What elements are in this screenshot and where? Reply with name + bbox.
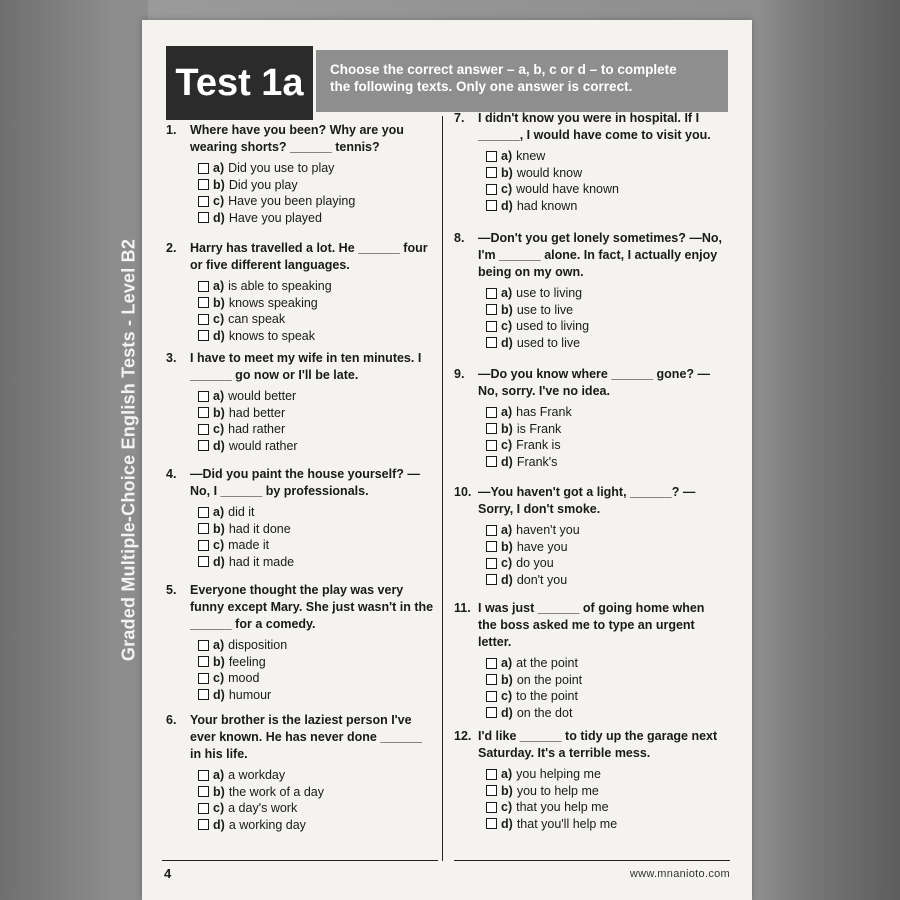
answer-option[interactable] <box>198 670 434 687</box>
answer-option[interactable] <box>198 177 434 194</box>
checkbox-icon[interactable] <box>198 297 209 308</box>
question-number: 11. <box>454 601 471 615</box>
option-text: had it done <box>228 521 291 536</box>
option-text: have you <box>516 539 568 554</box>
option-text: that you help me <box>516 800 609 814</box>
answer-option[interactable] <box>486 555 722 572</box>
checkbox-icon[interactable] <box>486 423 497 434</box>
answer-option[interactable] <box>198 784 434 801</box>
option-letter: a) <box>501 149 513 163</box>
question-number: 5. <box>166 583 177 597</box>
question-prompt <box>166 240 434 274</box>
answer-options <box>198 160 434 226</box>
checkbox-icon[interactable] <box>198 314 209 325</box>
option-letter: c) <box>501 689 513 703</box>
question-8 <box>454 230 722 351</box>
question-number: 3. <box>166 351 177 365</box>
question-text: Harry has travelled a lot. He ______ four or five different languages. <box>190 241 428 272</box>
answer-option[interactable] <box>486 148 722 165</box>
option-text: Frank's <box>516 454 558 469</box>
option-text: is Frank <box>516 421 562 436</box>
option-letter: d) <box>501 572 513 587</box>
answer-option[interactable] <box>198 767 434 784</box>
answer-option[interactable] <box>486 285 722 302</box>
checkbox-icon[interactable] <box>198 330 209 341</box>
option-letter: d) <box>213 210 225 225</box>
question-1 <box>166 122 434 226</box>
option-text: did it <box>228 505 255 519</box>
option-text: knew <box>516 149 546 163</box>
checkbox-icon[interactable] <box>486 674 497 685</box>
column-divider <box>442 116 443 861</box>
website-footer: www.mnanioto.com <box>629 868 730 880</box>
answer-option[interactable] <box>486 799 722 816</box>
answer-option[interactable] <box>486 198 722 215</box>
instructions-line-1: Choose the correct answer – a, b, c or d – to complete <box>330 62 677 77</box>
question-10 <box>454 484 722 588</box>
answer-options <box>198 504 434 570</box>
question-number: 6. <box>166 713 177 727</box>
question-prompt <box>166 582 434 633</box>
question-text: —You haven't got a light, ______? —Sorry, I don't smoke. <box>478 485 696 516</box>
checkbox-icon[interactable] <box>198 770 209 781</box>
option-letter: a) <box>501 656 513 670</box>
checkbox-icon[interactable] <box>198 640 209 651</box>
option-letter: b) <box>213 521 225 536</box>
question-text: Everyone thought the play was very funny except Mary. She just wasn't in the ______ for a comedy. <box>190 583 434 631</box>
answer-option[interactable] <box>198 295 434 312</box>
answer-option[interactable] <box>198 817 434 834</box>
question-12 <box>454 728 722 832</box>
option-letter: a) <box>213 768 225 782</box>
answer-option[interactable] <box>198 521 434 538</box>
option-text: Have you played <box>228 210 322 225</box>
answer-option[interactable] <box>198 405 434 422</box>
checkbox-icon[interactable] <box>198 391 209 402</box>
option-letter: d) <box>213 438 225 453</box>
checkbox-icon[interactable] <box>486 691 497 702</box>
question-prompt <box>454 600 722 651</box>
option-text: would better <box>228 389 297 403</box>
answer-options <box>198 388 434 454</box>
answer-option[interactable] <box>198 160 434 177</box>
option-text: had better <box>228 405 286 420</box>
option-text: would have known <box>516 182 619 196</box>
checkbox-icon[interactable] <box>486 525 497 536</box>
option-letter: d) <box>501 454 513 469</box>
option-text: mood <box>228 671 260 685</box>
option-text: on the point <box>516 672 583 687</box>
question-6 <box>166 712 434 833</box>
answer-option[interactable] <box>198 537 434 554</box>
checkbox-icon[interactable] <box>198 556 209 567</box>
option-letter: d) <box>501 335 513 350</box>
question-number: 8. <box>454 231 465 245</box>
question-11 <box>454 600 722 721</box>
option-letter: b) <box>213 177 225 192</box>
page-header <box>166 46 728 120</box>
question-prompt <box>454 366 722 400</box>
checkbox-icon[interactable] <box>486 184 497 195</box>
answer-option[interactable] <box>198 687 434 704</box>
answer-option[interactable] <box>486 437 722 454</box>
answer-option[interactable] <box>198 210 434 227</box>
option-letter: a) <box>213 389 225 403</box>
answer-options <box>486 655 722 721</box>
checkbox-icon[interactable] <box>198 407 209 418</box>
question-9 <box>454 366 722 470</box>
checkbox-icon[interactable] <box>198 540 209 551</box>
option-letter: b) <box>501 165 513 180</box>
question-3 <box>166 350 434 454</box>
question-number: 2. <box>166 241 177 255</box>
option-text: feeling <box>228 654 266 669</box>
checkbox-icon[interactable] <box>486 167 497 178</box>
checkbox-icon[interactable] <box>486 337 497 348</box>
option-text: do you <box>516 556 554 570</box>
option-text: Have you been playing <box>228 194 356 208</box>
checkbox-icon[interactable] <box>486 440 497 451</box>
option-text: had rather <box>228 422 286 436</box>
option-letter: b) <box>501 783 513 798</box>
checkbox-icon[interactable] <box>198 523 209 534</box>
question-number: 1. <box>166 123 177 137</box>
option-letter: c) <box>501 182 513 196</box>
answer-option[interactable] <box>198 328 434 345</box>
option-text: would rather <box>228 438 298 453</box>
instructions-line-2: the following texts. Only one answer is correct. <box>330 79 633 94</box>
question-prompt <box>454 484 722 518</box>
question-7 <box>454 110 722 214</box>
answer-option[interactable] <box>198 438 434 455</box>
option-letter: d) <box>213 554 225 569</box>
checkbox-icon[interactable] <box>486 541 497 552</box>
option-letter: c) <box>501 319 513 333</box>
option-text: made it <box>228 538 270 552</box>
option-letter: c) <box>213 538 225 552</box>
answer-option[interactable] <box>486 335 722 352</box>
checkbox-icon[interactable] <box>198 424 209 435</box>
option-text: haven't you <box>516 523 580 537</box>
answer-option[interactable] <box>198 311 434 328</box>
option-letter: a) <box>213 279 225 293</box>
option-letter: d) <box>213 687 225 702</box>
option-text: knows speaking <box>228 295 318 310</box>
option-letter: b) <box>501 672 513 687</box>
checkbox-icon[interactable] <box>198 179 209 190</box>
answer-option[interactable] <box>198 637 434 654</box>
question-prompt <box>166 122 434 156</box>
answer-options <box>486 522 722 588</box>
option-text: a day's work <box>228 801 298 815</box>
checkbox-icon[interactable] <box>198 440 209 451</box>
answer-options <box>486 766 722 832</box>
question-text: —Did you paint the house yourself? —No, I ______ by professionals. <box>190 467 420 498</box>
answer-option[interactable] <box>198 278 434 295</box>
answer-option[interactable] <box>486 181 722 198</box>
option-letter: a) <box>501 286 513 300</box>
question-text: I'd like ______ to tidy up the garage next Saturday. It's a terrible mess. <box>478 729 718 760</box>
option-text: humour <box>228 687 272 702</box>
checkbox-icon[interactable] <box>198 803 209 814</box>
option-letter: d) <box>501 816 513 831</box>
question-prompt <box>454 728 722 762</box>
option-text: would know <box>516 165 583 180</box>
checkbox-icon[interactable] <box>486 658 497 669</box>
option-text: Did you use to play <box>228 161 335 175</box>
checkbox-icon[interactable] <box>486 151 497 162</box>
footer-rule-left <box>162 860 438 861</box>
question-text: I was just ______ of going home when the boss asked me to type an urgent letter. <box>478 601 705 649</box>
spine-title: Graded Multiple-Choice English Tests - Level B2 <box>118 238 139 662</box>
option-text: a workday <box>228 768 286 782</box>
option-text: on the dot <box>516 705 573 720</box>
option-text: at the point <box>516 656 578 670</box>
question-2 <box>166 240 434 344</box>
question-number: 7. <box>454 111 465 125</box>
checkbox-icon[interactable] <box>198 281 209 292</box>
option-letter: c) <box>501 438 513 452</box>
checkbox-icon[interactable] <box>198 212 209 223</box>
checkbox-icon[interactable] <box>198 656 209 667</box>
test-title: Test 1a <box>166 46 313 120</box>
option-text: had known <box>516 198 578 213</box>
answer-options <box>198 767 434 833</box>
option-text: had it made <box>228 554 295 569</box>
instructions <box>316 50 728 112</box>
answer-options <box>198 278 434 344</box>
answer-option[interactable] <box>486 165 722 182</box>
option-text: you to help me <box>516 783 599 798</box>
checkbox-icon[interactable] <box>486 574 497 585</box>
option-text: has Frank <box>516 405 572 419</box>
checkbox-icon[interactable] <box>198 819 209 830</box>
option-letter: d) <box>501 198 513 213</box>
question-prompt <box>166 466 434 500</box>
option-letter: a) <box>501 767 513 781</box>
answer-option[interactable] <box>486 766 722 783</box>
option-text: knows to speak <box>228 328 315 343</box>
option-letter: b) <box>501 539 513 554</box>
checkbox-icon[interactable] <box>486 558 497 569</box>
question-5 <box>166 582 434 703</box>
option-letter: a) <box>213 161 225 175</box>
question-text: Where have you been? Why are you wearing shorts? ______ tennis? <box>190 123 404 154</box>
answer-options <box>486 148 722 214</box>
option-letter: c) <box>213 422 225 436</box>
option-text: use to living <box>516 286 583 300</box>
answer-option[interactable] <box>486 572 722 589</box>
question-prompt <box>166 350 434 384</box>
option-text: disposition <box>228 638 288 652</box>
option-letter: a) <box>501 405 513 419</box>
answer-option[interactable] <box>198 421 434 438</box>
checkbox-icon[interactable] <box>486 707 497 718</box>
option-text: the work of a day <box>228 784 325 799</box>
answer-option[interactable] <box>486 688 722 705</box>
option-letter: c) <box>213 671 225 685</box>
answer-options <box>486 285 722 351</box>
checkbox-icon[interactable] <box>198 163 209 174</box>
question-text: Your brother is the laziest person I've ever known. He has never done ______ in his life. <box>190 713 423 761</box>
test-page <box>142 20 752 900</box>
answer-option[interactable] <box>198 800 434 817</box>
footer-rule-right <box>454 860 730 861</box>
option-letter: b) <box>501 302 513 317</box>
question-4 <box>166 466 434 570</box>
answer-option[interactable] <box>486 816 722 833</box>
option-text: is able to speaking <box>228 279 332 293</box>
option-text: Did you play <box>228 177 298 192</box>
option-text: to the point <box>516 689 578 703</box>
option-letter: a) <box>501 523 513 537</box>
question-text: I have to meet my wife in ten minutes. I ______ go now or I'll be late. <box>190 351 422 382</box>
option-letter: c) <box>213 312 225 326</box>
option-text: that you'll help me <box>516 816 618 831</box>
checkbox-icon[interactable] <box>486 769 497 780</box>
checkbox-icon[interactable] <box>486 321 497 332</box>
checkbox-icon[interactable] <box>486 288 497 299</box>
option-letter: b) <box>213 654 225 669</box>
option-letter: d) <box>213 817 225 832</box>
checkbox-icon[interactable] <box>198 507 209 518</box>
checkbox-icon[interactable] <box>486 802 497 813</box>
answer-option[interactable] <box>486 454 722 471</box>
answer-option[interactable] <box>486 672 722 689</box>
option-text: a working day <box>228 817 306 832</box>
option-letter: b) <box>213 295 225 310</box>
option-text: Frank is <box>516 438 561 452</box>
checkbox-icon[interactable] <box>198 689 209 700</box>
answer-option[interactable] <box>486 705 722 722</box>
option-text: used to living <box>516 319 590 333</box>
option-text: you helping me <box>516 767 601 781</box>
option-letter: a) <box>213 638 225 652</box>
question-number: 9. <box>454 367 465 381</box>
answer-option[interactable] <box>198 388 434 405</box>
checkbox-icon[interactable] <box>486 456 497 467</box>
answer-option[interactable] <box>486 404 722 421</box>
option-text: used to live <box>516 335 581 350</box>
answer-option[interactable] <box>198 654 434 671</box>
option-letter: a) <box>213 505 225 519</box>
checkbox-icon[interactable] <box>486 200 497 211</box>
answer-option[interactable] <box>486 302 722 319</box>
option-letter: c) <box>213 194 225 208</box>
answer-option[interactable] <box>198 193 434 210</box>
answer-option[interactable] <box>486 783 722 800</box>
answer-option[interactable] <box>486 655 722 672</box>
page-number: 4 <box>164 866 172 881</box>
option-letter: d) <box>501 705 513 720</box>
option-text: can speak <box>228 312 286 326</box>
answer-option[interactable] <box>198 504 434 521</box>
checkbox-icon[interactable] <box>486 785 497 796</box>
checkbox-icon[interactable] <box>198 196 209 207</box>
option-letter: c) <box>501 556 513 570</box>
question-number: 4. <box>166 467 177 481</box>
answer-option[interactable] <box>486 318 722 335</box>
option-letter: c) <box>213 801 225 815</box>
option-text: don't you <box>516 572 568 587</box>
answer-options <box>486 404 722 470</box>
question-prompt <box>454 230 722 281</box>
question-prompt <box>166 712 434 763</box>
answer-option[interactable] <box>486 539 722 556</box>
option-letter: b) <box>501 421 513 436</box>
option-letter: c) <box>501 800 513 814</box>
option-letter: b) <box>213 405 225 420</box>
question-prompt <box>454 110 722 144</box>
checkbox-icon[interactable] <box>198 673 209 684</box>
answer-option[interactable] <box>486 421 722 438</box>
answer-option[interactable] <box>198 554 434 571</box>
question-text: I didn't know you were in hospital. If I ______, I would have come to visit you. <box>478 111 711 142</box>
checkbox-icon[interactable] <box>198 786 209 797</box>
answer-options <box>198 637 434 703</box>
question-text: —Do you know where ______ gone? —No, sorry. I've no idea. <box>478 367 711 398</box>
option-letter: d) <box>213 328 225 343</box>
option-letter: b) <box>213 784 225 799</box>
question-number: 10. <box>454 485 472 499</box>
option-text: use to live <box>516 302 574 317</box>
checkbox-icon[interactable] <box>486 818 497 829</box>
question-number: 12. <box>454 729 472 743</box>
checkbox-icon[interactable] <box>486 407 497 418</box>
answer-option[interactable] <box>486 522 722 539</box>
checkbox-icon[interactable] <box>486 304 497 315</box>
question-text: —Don't you get lonely sometimes? —No, I'm ______ alone. In fact, I actually enjoy being on my own. <box>478 231 722 279</box>
